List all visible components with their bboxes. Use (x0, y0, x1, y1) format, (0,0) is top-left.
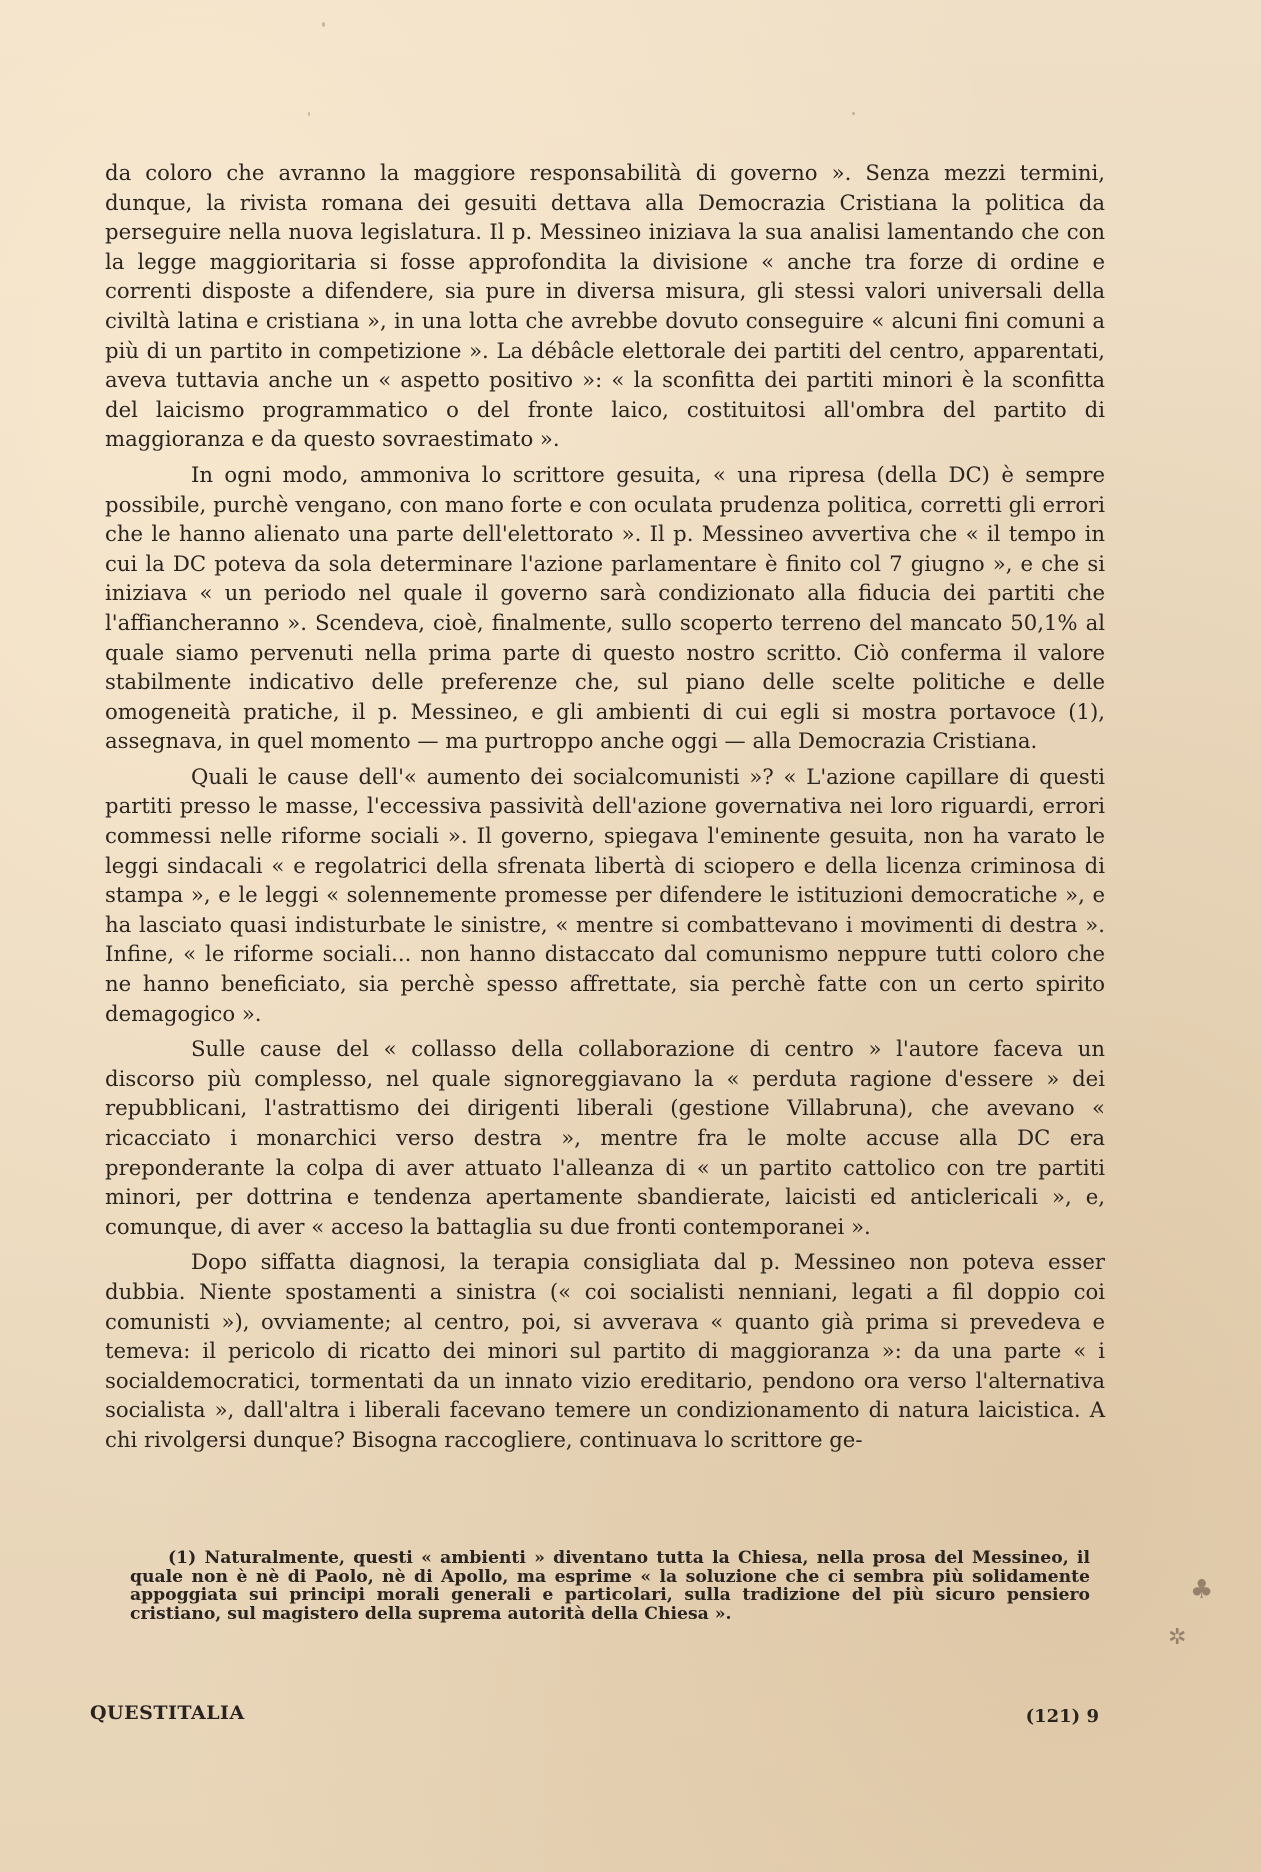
page-number: (121) 9 (1025, 1706, 1099, 1727)
paper-speck (322, 22, 325, 27)
footnote: (1) Naturalmente, questi « ambienti » diventano tutta la Chiesa, nella prosa del Messineo, il quale non è nè di Paolo, nè di Apollo, ma esprime « la soluzione che ci sembra più solidamente appoggiata sui principi morali generali e particolari, sulla tradizione del più sicuro pensiero cristiano, sul magistero della suprema autorità della Chiesa ». (130, 1548, 1090, 1624)
article-body (105, 158, 1105, 1455)
margin-smudge-icon: ✲ (1168, 1625, 1187, 1650)
paragraph: In ogni modo, ammoniva lo scrittore gesuita, « una ripresa (della DC) è sempre possibile, purchè vengano, con mano forte e con oculata prudenza politica, corretti gli errori che le hanno alienato una parte dell'elettorato ». Il p. Messineo avvertiva che « il tempo in cui la DC poteva da sola determinare l'azione parlamentare è finito col 7 giugno », e che si iniziava « un periodo nel quale il governo sarà condizionato alla fiducia dei partiti che l'affiancheranno ». Scendeva, cioè, finalmente, sullo scoperto terreno del mancato 50,1% al quale siamo pervenuti nella prima parte di questo nostro scritto. Ciò conferma il valore stabilmente indicativo delle preferenze che, sul piano delle scelte politiche e delle omogeneità pratiche, il p. Messineo, e gli ambienti di cui egli si mostra portavoce (1), assegnava, in quel momento — ma purtroppo anche oggi — alla Democrazia Cristiana. (105, 461, 1105, 754)
paragraph: Dopo siffatta diagnosi, la terapia consigliata dal p. Messineo non poteva esser dubbia. Niente spostamenti a sinistra (« coi socialisti nenniani, legati a fil doppio coi comunisti »), ovviamente; al centro, poi, si avverava « quanto già prima si prevedeva e temeva: il pericolo di ricatto dei minori sul partito di maggioranza »: da una parte « i socialdemocratici, tormentati da un innato vizio ereditario, pendono ora verso l'alternativa socialista », dall'altra i liberali facevano temere un condizionamento di natura laicistica. A chi rivolgersi dunque? Bisogna raccogliere, continuava lo scrittore ge- (105, 1249, 1105, 1452)
paragraph: Quali le cause dell'« aumento dei socialcomunisti »? « L'azione capillare di questi partiti presso le masse, l'eccessiva passività dell'azione governativa nei loro riguardi, errori commessi nelle riforme sociali ». Il governo, spiegava l'eminente gesuita, non ha varato le leggi sindacali « e regolatrici della sfrenata libertà di sciopero e della licenza criminosa di stampa », e le leggi « solennemente promesse per difendere le istituzioni democratiche », e ha lasciato quasi indisturbate le sinistre, « mentre si combattevano i movimenti di destra ». Infine, « le riforme sociali... non hanno distaccato dal comunismo neppure tutti coloro che ne hanno beneficiato, sia perchè spesso affrettate, sia perchè fatte con un certo spirito demagogico ». (105, 763, 1105, 1026)
paper-speck (852, 112, 855, 115)
journal-name: QUESTITALIA (90, 1702, 245, 1724)
margin-smudge-icon: ♣ (1190, 1575, 1214, 1605)
paragraph: da coloro che avranno la maggiore responsabilità di governo ». Senza mezzi termini, dunque, la rivista romana dei gesuiti dettava alla Democrazia Cristiana la politica da perseguire nella nuova legislatura. Il p. Messineo iniziava la sua analisi lamentando che con la legge maggioritaria si fosse approfondita la divisione « anche tra forze di ordine e correnti disposte a difendere, sia pure in diversa misura, gli stessi valori universali della civiltà latina e cristiana », in una lotta che avrebbe dovuto conseguire « alcuni fini comuni a più di un partito in competizione ». La débâcle elettorale dei partiti del centro, apparentati, aveva tuttavia anche un « aspetto positivo »: « la sconfitta dei partiti minori è la sconfitta del laicismo programmatico o del fronte laico, costituitosi all'ombra del partito di maggioranza e da questo sovraestimato ». (105, 160, 1105, 452)
paper-speck (308, 112, 310, 116)
paragraph: Sulle cause del « collasso della collaborazione di centro » l'autore faceva un discorso più complesso, nel quale signoreggiavano la « perduta ragione d'essere » dei repubblicani, l'astrattismo dei dirigenti liberali (gestione Villabruna), che avevano « ricacciato i monarchici verso destra », mentre fra le molte accuse alla DC era preponderante la colpa di aver attuato l'alleanza di « un partito cattolico con tre partiti minori, per dottrina e tendenza apertamente sbandierate, laicisti ed anticlericali », e, comunque, di aver « acceso la battaglia su due fronti contemporanei ». (105, 1036, 1105, 1239)
